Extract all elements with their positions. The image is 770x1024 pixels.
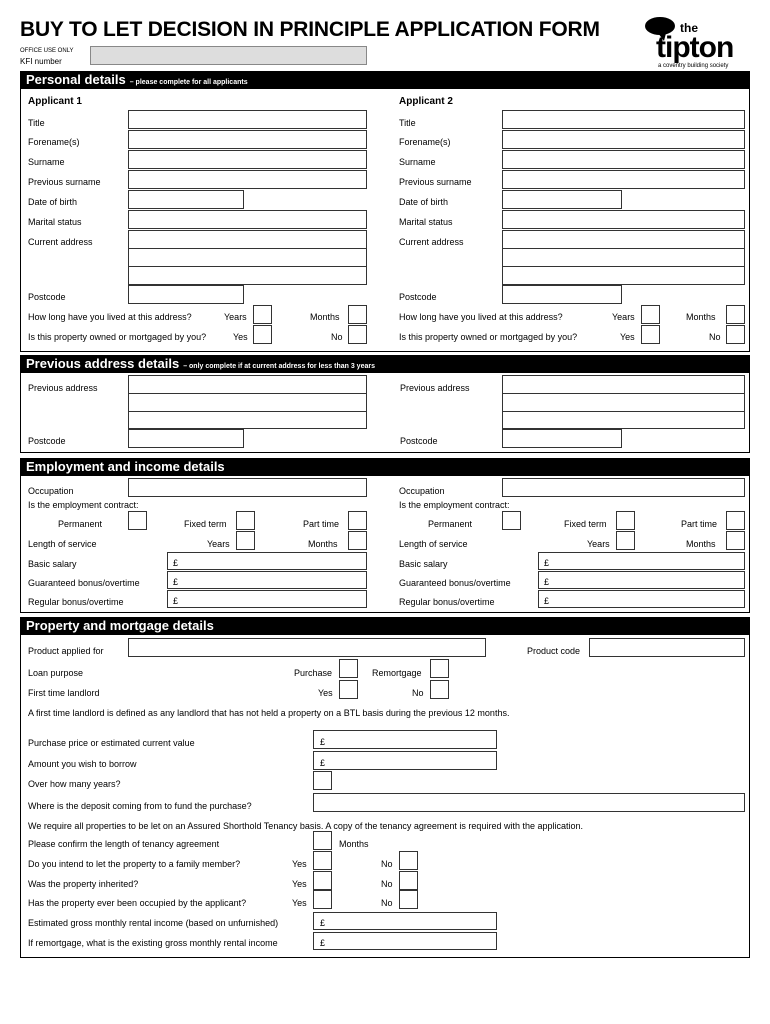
logo-name: tipton (656, 31, 734, 64)
a2-months-label: Months (686, 312, 716, 322)
rental-currency: £ (320, 918, 326, 928)
a1-owned-label: Is this property owned or mortgaged by you? (28, 332, 207, 342)
previous-note: – only complete if at current address for less than 3 years (183, 363, 375, 370)
e2-months-input[interactable] (726, 531, 745, 550)
a2-owned-yes-label: Yes (620, 332, 635, 342)
a2-owned-no-checkbox[interactable] (726, 325, 745, 344)
a2-address-input[interactable] (502, 230, 745, 285)
years-question-label: Over how many years? (28, 779, 121, 789)
a1-marital-input[interactable] (128, 210, 367, 229)
e2-basic-input[interactable] (538, 552, 745, 570)
logo (642, 14, 754, 72)
a2-years-input[interactable] (641, 305, 660, 324)
a2-title-input[interactable] (502, 110, 745, 129)
logo-tagline: a coventry building society (658, 63, 729, 69)
a1-title-input[interactable] (128, 110, 367, 129)
a2-dob-input[interactable] (502, 190, 622, 209)
a1-years-label: Years (224, 312, 247, 322)
e2-basic-currency: £ (544, 558, 550, 568)
a1-owned-no-checkbox[interactable] (348, 325, 367, 344)
a2-years-label: Years (612, 312, 635, 322)
e1-basic-label: Basic salary (28, 559, 77, 569)
e1-occupation-label: Occupation (28, 486, 74, 496)
a2-owned-no-label: No (709, 332, 721, 342)
existing-rental-currency: £ (320, 938, 326, 948)
borrow-label: Amount you wish to borrow (28, 759, 137, 769)
p1-address-label: Previous address (28, 383, 98, 393)
e1-basic-currency: £ (173, 558, 179, 568)
a2-forenames-input[interactable] (502, 130, 745, 149)
e2-months-label: Months (686, 539, 716, 549)
a1-dob-input[interactable] (128, 190, 244, 209)
property-header (20, 617, 750, 635)
personal-heading: Personal details (26, 72, 126, 87)
deposit-input[interactable] (313, 793, 745, 812)
previous-heading: Previous address details (26, 356, 180, 371)
e2-contract-label: Is the employment contract: (399, 500, 510, 510)
kfi-label: KFI number (20, 57, 62, 66)
a1-title-label: Title (28, 118, 45, 128)
p1-postcode-input[interactable] (128, 429, 244, 448)
first-time-no-checkbox[interactable] (430, 680, 449, 699)
inherited-yes-label: Yes (292, 879, 307, 889)
e2-fixed-checkbox[interactable] (616, 511, 635, 530)
loan-purpose-label: Loan purpose (28, 668, 84, 678)
purchase-checkbox[interactable] (339, 659, 358, 678)
p2-postcode-label: Postcode (400, 436, 438, 446)
product-code-input[interactable] (589, 638, 745, 657)
remortgage-label: Remortgage (372, 668, 422, 678)
e2-part-label: Part time (681, 519, 718, 529)
a2-address-label: Current address (399, 237, 464, 247)
a1-howlong-label: How long have you lived at this address? (28, 312, 192, 322)
a2-title-label: Title (399, 118, 416, 128)
a1-owned-yes-checkbox[interactable] (253, 325, 272, 344)
p2-address-input[interactable] (502, 375, 745, 429)
first-time-label: First time landlord (28, 688, 100, 698)
a1-owned-no-label: No (331, 332, 343, 342)
e1-occupation-input[interactable] (128, 478, 367, 497)
employment-header (20, 458, 750, 476)
kfi-input[interactable] (90, 46, 367, 65)
inherited-label: Was the property inherited? (28, 879, 139, 889)
p2-postcode-input[interactable] (502, 429, 622, 448)
previous-address-header (20, 355, 750, 373)
a1-months-input[interactable] (348, 305, 367, 324)
existing-rental-label: If remortgage, what is the existing gross monthly rental income (28, 938, 278, 948)
tenancy-length-input[interactable] (313, 831, 332, 850)
a1-dob-label: Date of birth (28, 197, 78, 207)
e2-permanent-label: Permanent (428, 519, 473, 529)
e1-fixed-label: Fixed term (184, 519, 227, 529)
family-yes-checkbox[interactable] (313, 851, 332, 870)
purchase-price-input[interactable] (313, 730, 497, 749)
e1-part-label: Part time (303, 519, 340, 529)
office-use-label: OFFICE USE ONLY (20, 48, 74, 54)
a1-prev-surname-label: Previous surname (28, 177, 101, 187)
e2-basic-label: Basic salary (399, 559, 448, 569)
a2-prev-surname-label: Previous surname (399, 177, 472, 187)
a1-prev-surname-input[interactable] (128, 170, 367, 189)
page-title: BUY TO LET DECISION IN PRINCIPLE APPLICATION FORM (20, 18, 600, 41)
purchase-label: Purchase (294, 668, 333, 678)
e1-regular-currency: £ (173, 596, 179, 606)
e2-occupation-input[interactable] (502, 478, 745, 497)
a1-postcode-input[interactable] (128, 285, 244, 304)
years-input[interactable] (313, 771, 332, 790)
p1-postcode-label: Postcode (28, 436, 66, 446)
e1-regular-label: Regular bonus/overtime (28, 597, 124, 607)
rental-input[interactable] (313, 912, 497, 930)
applicant2-heading: Applicant 2 (399, 96, 453, 107)
tenancy-months-label: Months (339, 839, 369, 849)
e2-length-label: Length of service (399, 539, 468, 549)
a2-surname-input[interactable] (502, 150, 745, 169)
a1-surname-input[interactable] (128, 150, 367, 169)
a1-surname-label: Surname (28, 157, 65, 167)
first-time-no-label: No (412, 688, 424, 698)
e1-permanent-label: Permanent (58, 519, 103, 529)
applicant1-heading: Applicant 1 (28, 96, 82, 107)
e2-guaranteed-input[interactable] (538, 571, 745, 589)
logo-the: the (680, 21, 698, 35)
a1-postcode-label: Postcode (28, 292, 66, 302)
family-no-checkbox[interactable] (399, 851, 418, 870)
property-heading: Property and mortgage details (26, 618, 214, 633)
e1-basic-input[interactable] (167, 552, 367, 570)
first-time-yes-checkbox[interactable] (339, 680, 358, 699)
a2-forenames-label: Forename(s) (399, 137, 451, 147)
e2-fixed-label: Fixed term (564, 519, 607, 529)
rental-label: Estimated gross monthly rental income (based on unfurnished) (28, 918, 279, 928)
e1-length-label: Length of service (28, 539, 97, 549)
a2-dob-label: Date of birth (399, 197, 449, 207)
a2-postcode-label: Postcode (399, 292, 437, 302)
a1-owned-yes-label: Yes (233, 332, 248, 342)
a1-forenames-input[interactable] (128, 130, 367, 149)
first-time-yes-label: Yes (318, 688, 333, 698)
e1-contract-label: Is the employment contract: (28, 500, 139, 510)
a2-surname-label: Surname (399, 157, 436, 167)
e1-fixed-checkbox[interactable] (236, 511, 255, 530)
product-input[interactable] (128, 638, 486, 657)
a2-marital-label: Marital status (399, 217, 453, 227)
a1-years-input[interactable] (253, 305, 272, 324)
e2-years-input[interactable] (616, 531, 635, 550)
e2-regular-currency: £ (544, 596, 550, 606)
a1-months-label: Months (310, 312, 340, 322)
a2-marital-input[interactable] (502, 210, 745, 229)
occupied-no-checkbox[interactable] (399, 890, 418, 909)
purchase-price-currency: £ (320, 737, 326, 747)
a2-owned-yes-checkbox[interactable] (641, 325, 660, 344)
e1-months-label: Months (308, 539, 338, 549)
ast-note: We require all properties to be let on an Assured Shorthold Tenancy basis. A copy of the tenancy agreement is required with the application. (28, 821, 584, 831)
inherited-no-label: No (381, 879, 393, 889)
occupied-label: Has the property ever been occupied by the applicant? (28, 898, 247, 908)
family-yes-label: Yes (292, 859, 307, 869)
e1-years-input[interactable] (236, 531, 255, 550)
e1-guaranteed-currency: £ (173, 577, 179, 587)
a2-postcode-input[interactable] (502, 285, 622, 304)
ftl-note: A first time landlord is defined as any landlord that has not held a property on a BTL basis during the previous 12 months. (28, 708, 510, 718)
personal-note: – please complete for all applicants (129, 79, 248, 86)
e2-permanent-checkbox[interactable] (502, 511, 521, 530)
occupied-yes-checkbox[interactable] (313, 890, 332, 909)
e1-guaranteed-input[interactable] (167, 571, 367, 589)
a2-howlong-label: How long have you lived at this address? (399, 312, 563, 322)
employment-heading: Employment and income details (26, 459, 225, 474)
e2-regular-input[interactable] (538, 590, 745, 608)
product-label: Product applied for (28, 646, 104, 656)
remortgage-checkbox[interactable] (430, 659, 449, 678)
e1-part-checkbox[interactable] (348, 511, 367, 530)
occupied-yes-label: Yes (292, 898, 307, 908)
e1-regular-input[interactable] (167, 590, 367, 608)
family-label: Do you intend to let the property to a family member? (28, 859, 241, 869)
e2-occupation-label: Occupation (399, 486, 445, 496)
e2-years-label: Years (587, 539, 610, 549)
e2-guaranteed-label: Guaranteed bonus/overtime (399, 578, 511, 588)
family-no-label: No (381, 859, 393, 869)
personal-details-header (20, 71, 750, 89)
deposit-label: Where is the deposit coming from to fund the purchase? (28, 801, 252, 811)
p2-address-label: Previous address (400, 383, 470, 393)
product-code-label: Product code (527, 646, 581, 656)
a2-owned-label: Is this property owned or mortgaged by you? (399, 332, 578, 342)
e1-guaranteed-label: Guaranteed bonus/overtime (28, 578, 140, 588)
borrow-input[interactable] (313, 751, 497, 770)
a1-forenames-label: Forename(s) (28, 137, 80, 147)
occupied-no-label: No (381, 898, 393, 908)
e2-part-checkbox[interactable] (726, 511, 745, 530)
a1-address-input[interactable] (128, 230, 367, 285)
a2-prev-surname-input[interactable] (502, 170, 745, 189)
inherited-no-checkbox[interactable] (399, 871, 418, 890)
e2-regular-label: Regular bonus/overtime (399, 597, 495, 607)
a1-marital-label: Marital status (28, 217, 82, 227)
borrow-currency: £ (320, 758, 326, 768)
existing-rental-input[interactable] (313, 932, 497, 950)
e1-permanent-checkbox[interactable] (128, 511, 147, 530)
inherited-yes-checkbox[interactable] (313, 871, 332, 890)
p1-address-input[interactable] (128, 375, 367, 429)
e1-months-input[interactable] (348, 531, 367, 550)
a2-months-input[interactable] (726, 305, 745, 324)
tenancy-length-label: Please confirm the length of tenancy agreement (28, 839, 220, 849)
a1-address-label: Current address (28, 237, 93, 247)
e2-guaranteed-currency: £ (544, 577, 550, 587)
purchase-price-label: Purchase price or estimated current value (28, 738, 195, 748)
e1-years-label: Years (207, 539, 230, 549)
